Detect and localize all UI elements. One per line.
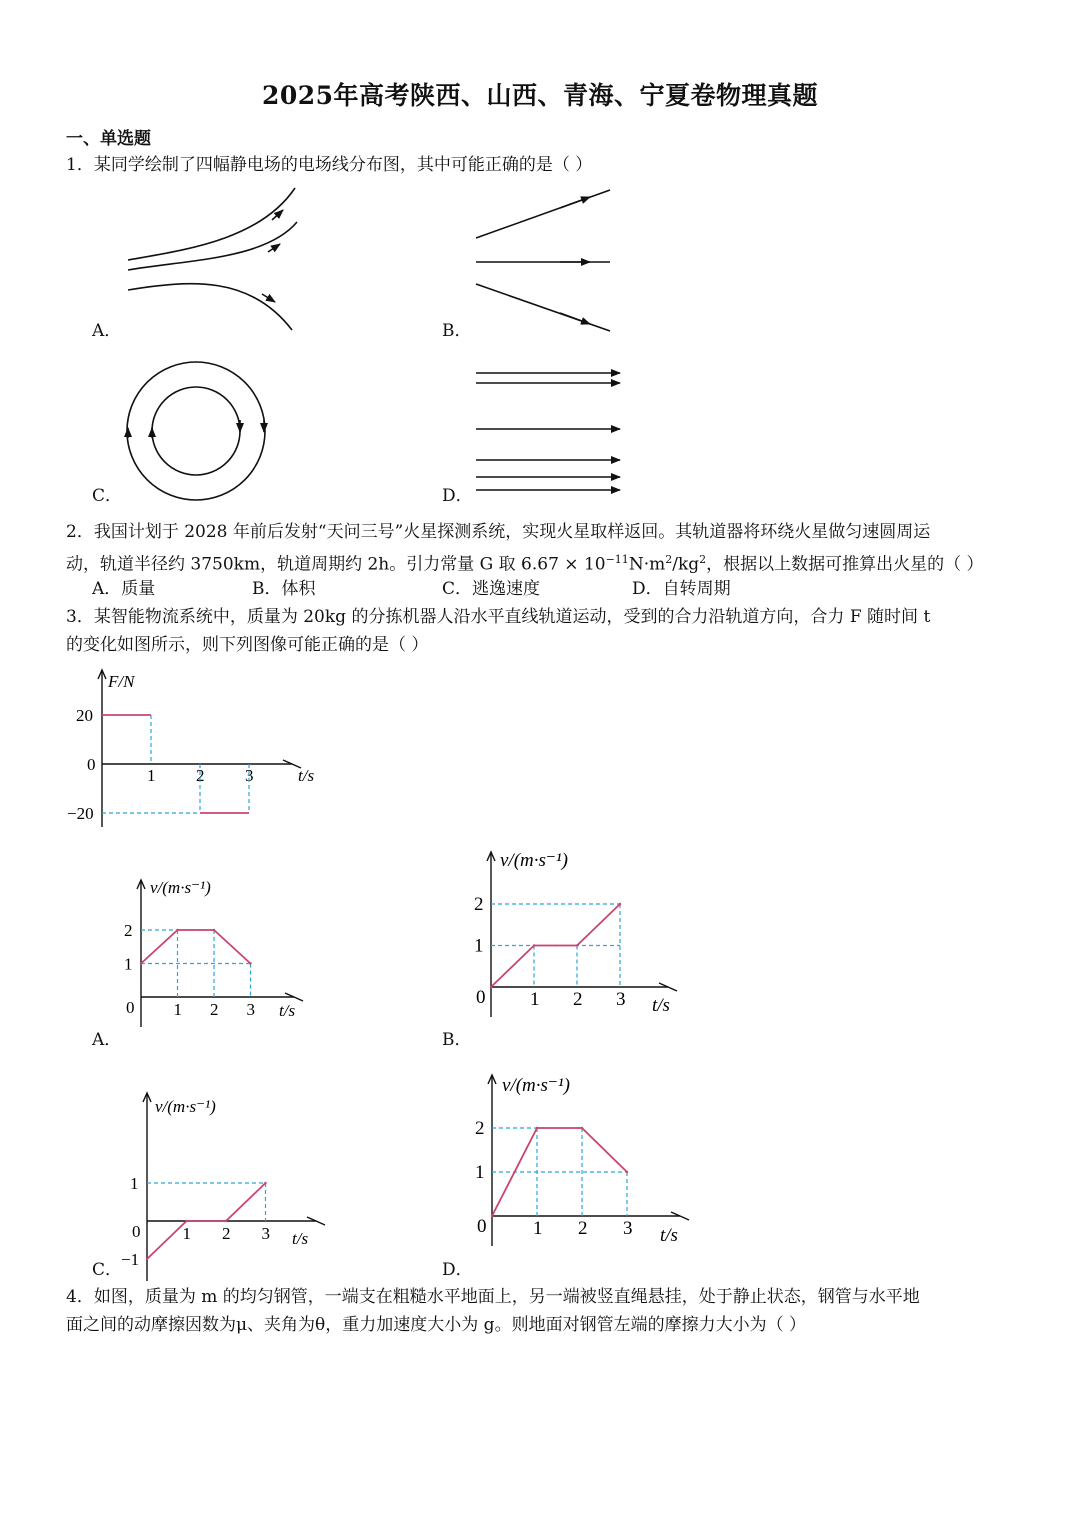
x-tick-label: 3 [623, 1218, 633, 1239]
x-tick-label: 2 [210, 1000, 219, 1019]
data-point [213, 929, 215, 931]
velocity-curve [141, 930, 251, 964]
q2-option-c: C．逃逸速度 [442, 579, 541, 599]
data-point [176, 929, 178, 931]
q1-label-b: B． [442, 321, 472, 341]
velocity-curve [491, 904, 620, 987]
data-point [576, 944, 578, 946]
data-point [491, 1215, 493, 1217]
question-3-line-1: 3．某智能物流系统中，质量为 20kg 的分拣机器人沿水平直线轨道运动，受到的合力沿轨道方向，合力 F 随时间 t [66, 607, 931, 627]
data-point [619, 903, 621, 905]
q2-option-a: A．质量 [92, 579, 156, 599]
question-2-line-1: 2．我国计划于 2028 年前后发射“天问三号”火星探测系统，实现火星取样返回。其轨道器将环绕火星做匀速圆周运 [66, 522, 931, 542]
origin-label: 0 [87, 755, 96, 774]
y-tick-label: 2 [474, 894, 484, 915]
q2-text: 动，轨道半径约 3750km，轨道周期约 2h。引力常量 G 取 6.67 × 10 [66, 554, 606, 575]
q2-exponent: 2 [665, 553, 673, 566]
data-point [581, 1127, 583, 1129]
x-axis-label: t/s [279, 1001, 296, 1020]
data-point [249, 962, 251, 964]
section-heading: 一、单选题 [66, 129, 151, 149]
q1-label-c: C． [92, 486, 123, 506]
origin-label: 0 [132, 1222, 141, 1241]
x-axis-label: t/s [652, 995, 670, 1016]
y-tick-label: 2 [475, 1118, 485, 1139]
q2-text: ，根据以上数据可推算出火星的（ ） [706, 554, 984, 575]
x-axis-label: t/s [298, 766, 315, 785]
y-axis-label: F/N [108, 672, 135, 691]
q2-unit: N·m [628, 554, 666, 575]
y-tick-label: −1 [121, 1250, 140, 1269]
x-tick-label: 2 [196, 766, 205, 785]
data-point [626, 1171, 628, 1173]
question-3-line-2: 的变化如图所示，则下列图像可能正确的是（ ） [66, 635, 429, 655]
q2-option-d: D．自转周期 [632, 579, 731, 599]
x-tick-label: 1 [530, 989, 540, 1010]
question-4-line-2: 面之间的动摩擦因数为μ、夹角为θ，重力加速度大小为 g。则地面对钢管左端的摩擦力大小为（ ） [66, 1315, 806, 1335]
q3-label-d: D． [442, 1260, 473, 1280]
x-tick-label: 1 [173, 1000, 182, 1019]
question-4-line-1: 4．如图，质量为 m 的均匀钢管，一端支在粗糙水平地面上，另一端被竖直绳悬挂，处于静止状态，钢管与水平地 [66, 1287, 920, 1307]
data-point [140, 962, 142, 964]
x-tick-label: 2 [573, 989, 583, 1010]
y-axis-label: v/(m·s⁻¹) [502, 1075, 570, 1096]
x-tick-label: 3 [616, 989, 626, 1010]
x-tick-label: 1 [533, 1218, 543, 1239]
data-point [533, 944, 535, 946]
q3-label-b: B． [442, 1030, 472, 1050]
q3-label-c: C． [92, 1260, 123, 1280]
origin-label: 0 [126, 998, 135, 1017]
y-tick-label: 1 [475, 1162, 485, 1183]
data-point [490, 986, 492, 988]
y-tick-label: 2 [124, 921, 133, 940]
data-point [185, 1220, 187, 1222]
data-point [146, 1258, 148, 1260]
x-tick-label: 3 [261, 1224, 270, 1243]
q2-exponent: −11 [605, 553, 629, 566]
x-tick-label: 1 [147, 766, 156, 785]
question-1-text: 1．某同学绘制了四幅静电场的电场线分布图，其中可能正确的是（ ） [66, 155, 593, 175]
q3-label-a: A． [92, 1030, 122, 1050]
y-tick-label: 1 [474, 935, 484, 957]
data-point [264, 1182, 266, 1184]
data-point [225, 1220, 227, 1222]
page-title: 2025年高考陕西、山西、青海、宁夏卷物理真题 [261, 81, 819, 110]
x-axis-label: t/s [292, 1229, 309, 1248]
q2-unit: /kg [672, 554, 700, 575]
y-tick-label: −20 [67, 804, 94, 823]
y-axis-label: v/(m·s⁻¹) [155, 1097, 216, 1116]
y-tick-label: 20 [76, 706, 93, 725]
q1-label-a: A． [92, 321, 122, 341]
y-axis-label: v/(m·s⁻¹) [500, 850, 568, 871]
q2-option-b: B．体积 [252, 579, 316, 599]
q2-exponent: 2 [699, 553, 707, 566]
x-axis-label: t/s [660, 1225, 678, 1246]
x-tick-label: 2 [222, 1224, 231, 1243]
origin-label: 0 [476, 987, 486, 1008]
data-point [536, 1127, 538, 1129]
x-tick-label: 2 [578, 1218, 588, 1239]
y-tick-label: 1 [124, 954, 133, 974]
x-tick-label: 3 [245, 766, 254, 785]
q1-label-d: D． [442, 486, 473, 506]
origin-label: 0 [477, 1216, 487, 1237]
x-tick-label: 1 [182, 1224, 191, 1243]
y-tick-label: 1 [130, 1174, 139, 1193]
y-axis-label: v/(m·s⁻¹) [150, 878, 211, 897]
x-tick-label: 3 [246, 1000, 255, 1019]
